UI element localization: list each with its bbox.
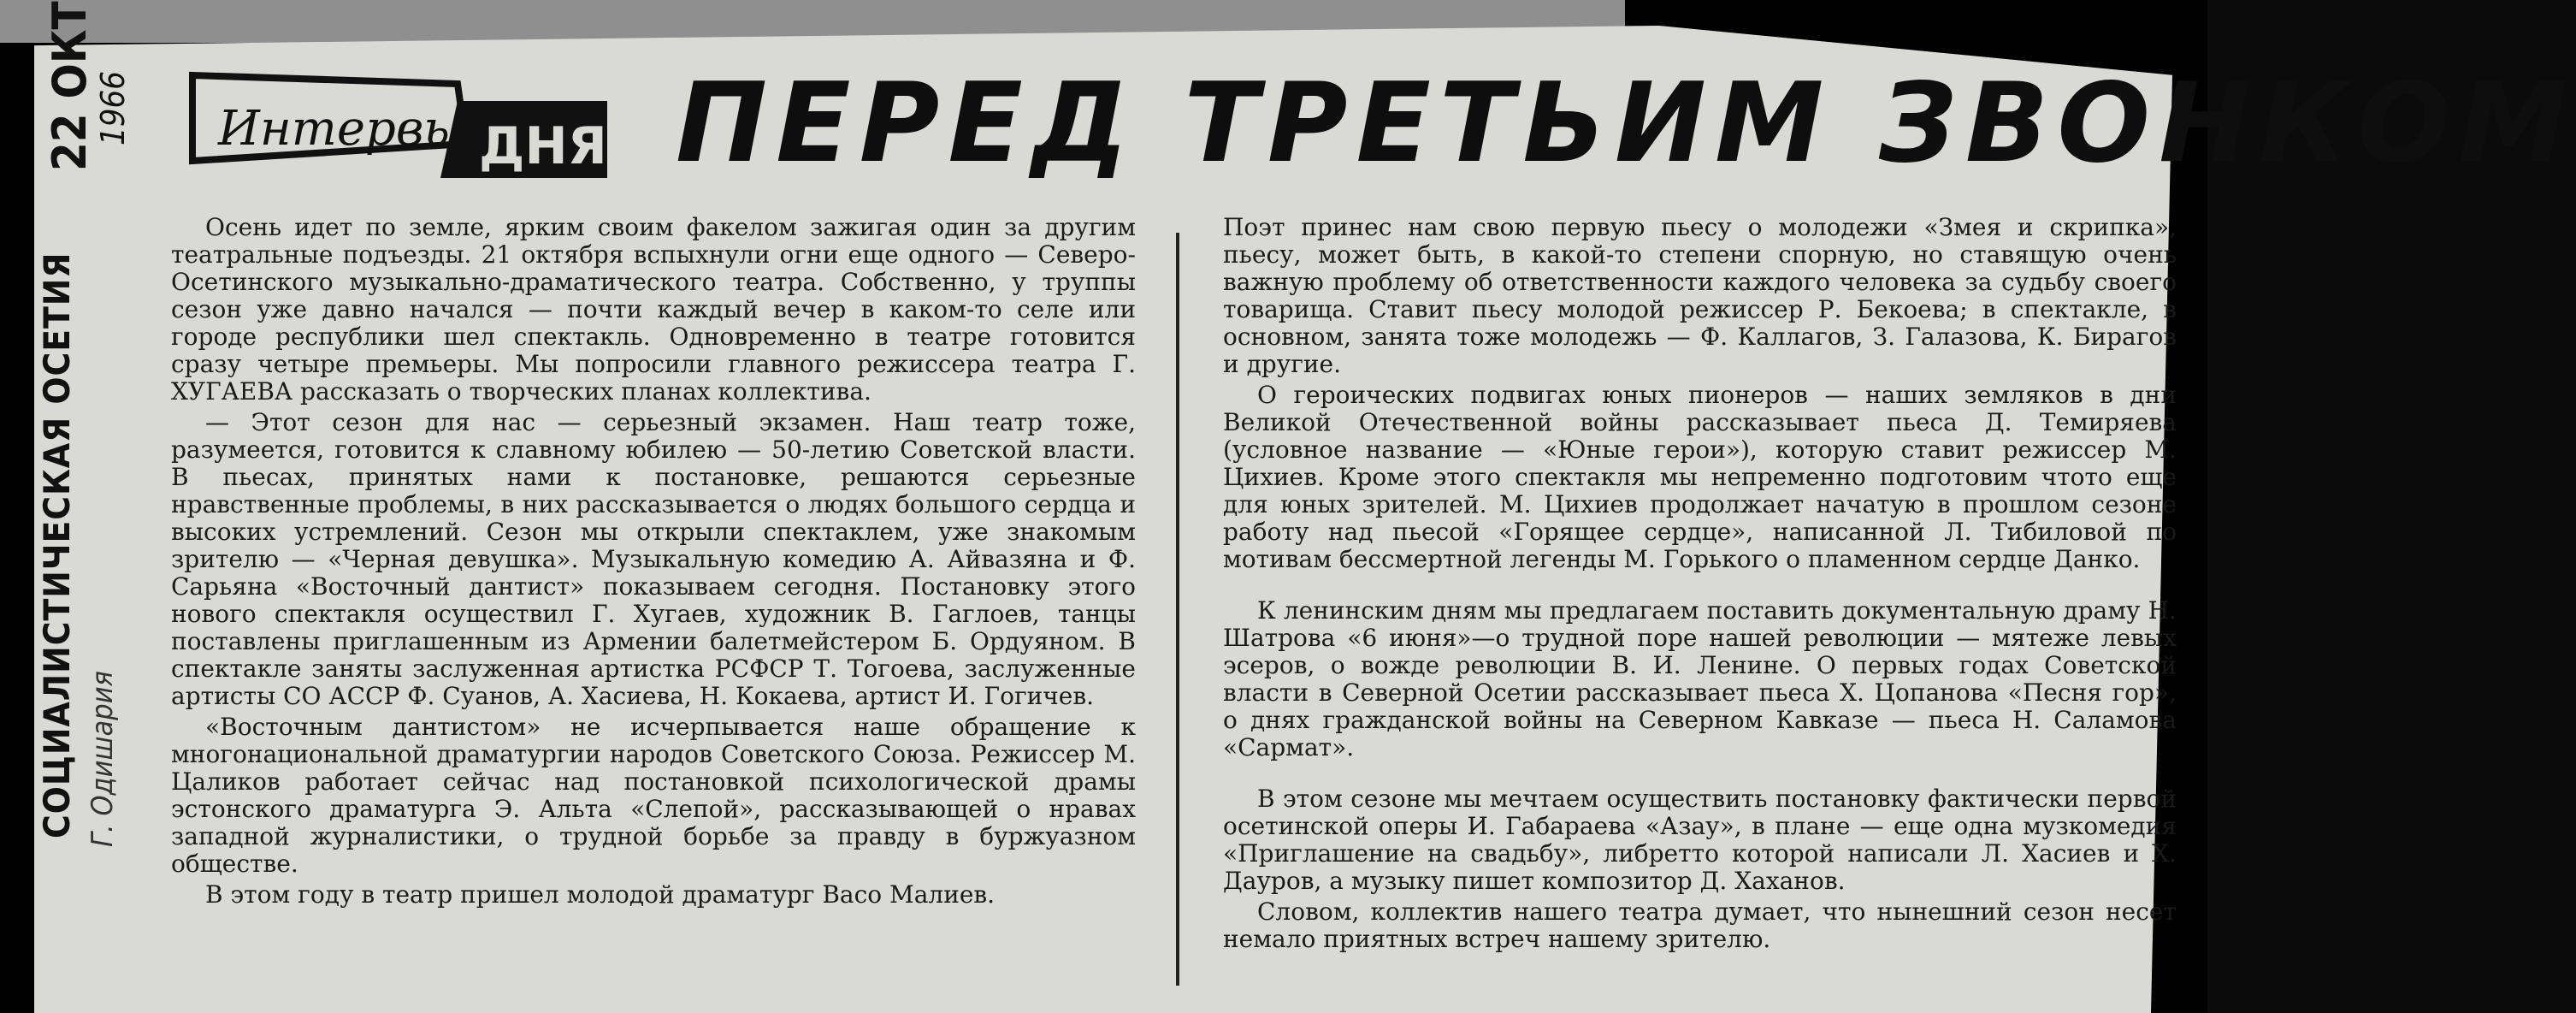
article-column-right: [1223, 214, 2177, 953]
clipping-stamp: [0, 0, 132, 1013]
rubric-suffix: ДНЯ: [479, 116, 607, 176]
paragraph: К ленинским дням мы предлагаем поставить документальную драму Н. Шатрова «6 июня»—о трудной поре нашей революции — мятеже левых эсеров, о вожде революции В. И. Ленине. О первых годах Советской власти в Северной Осетии рассказывает пьеса Х. Цопанова «Песня гор», о днях гражданской войны на Северном Кавказе — пьеса Н. Саламова «Сармат».: [1223, 596, 2177, 761]
paragraph-closing: Словом, коллектив нашего театра думает, что нынешний сезон несет немало приятных встреч нашему зрителю.: [1223, 897, 2177, 953]
article-headline: ПЕРЕД ТРЕТЬИМ ЗВОНКОМ: [676, 60, 2576, 187]
article-column-left: [171, 214, 1136, 909]
paragraph: В этом сезоне мы мечтаем осуществить постановку фактически первой осетинской оперы И. Габараева «Азау», в плане — еще одна музкомедия «Приглашение на свадьбу», либретто которой написали Л. Хасиев и Х. Дауров, а музыку пишет композитор Д. Хаханов.: [1223, 785, 2177, 895]
rubric-badge: [184, 67, 612, 195]
column-divider: [1176, 233, 1179, 986]
paragraph: — Этот сезон для нас — серьезный экзамен. Наш театр тоже, разумеется, готовится к славному юбилею — 50-летию Советской власти. В пьесах, принятых нами к постановке, решаются серьезные нравственные проблемы, в них рассказывается о людях большого сердца и высоких устремлений. Сезон мы открыли спектаклем, уже знакомым зрителю — «Черная девушка». Музыкальную комедию А. Айвазяна и Ф. Сарьяна «Восточный дантист» показываем сегодня. Постановку этого нового спектакля осуществил Г. Хугаев, художник В. Гаглоев, танцы поставлены приглашенным из Армении балетмейстером Б. Ордуяном. В спектакле заняты заслуженная артистка РСФСР Т. Тогоева, заслуженные артисты СО АССР Ф. Суанов, А. Хасиева, Н. Кокаева, артист И. Гогичев.: [171, 408, 1136, 710]
paragraph: Поэт принес нам свою первую пьесу о молодежи «Змея и скрипка», пьесу, может быть, в какой-то степени спорную, но ставящую очень важную проблему об ответственности каждого человека за судьбу своего товарища. Ставит пьесу молодой режиссер Р. Бекоева; в спектакле, в основном, занята тоже молодежь — Ф. Каллагов, З. Галазова, К. Бирагов и другие.: [1223, 213, 2177, 378]
paragraph-intro: Осень идет по земле, ярким своим факелом зажигая один за другим театральные подъезды. 21 октября вспыхнули огни еще одного — Северо-Осетинского музыкально-драматического театра. Собственно, у труппы сезон уже давно начался — почти каждый вечер в каком-то селе или городе республики шел спектакль. Одновременно в театре готовится сразу четыре премьеры. Мы попросили главного режиссера театра Г. ХУГАЕВА рассказать о творческих планах коллектива.: [171, 213, 1136, 406]
newspaper-name: СОЦИАЛИСТИЧЕСКАЯ ОСЕТИЯ: [36, 252, 78, 838]
clipping-date: 22 ОКТ: [43, 1, 97, 171]
clipping-year: 1966: [94, 71, 132, 145]
author-signature: Г. Одишария: [86, 671, 120, 847]
paragraph: «Восточным дантистом» не исчерпывается наше обращение к многонациональной драматургии народов Советского Союза. Режиссер М. Цаликов работает сейчас над постановкой психологической драмы эстонского драматурга Э. Альта «Слепой», рассказывающей о нравах западной журналистики, о трудной борьбе за правду в буржуазном обществе.: [171, 713, 1136, 878]
rubric-word: Интервью: [218, 101, 493, 157]
paragraph: О героических подвигах юных пионеров — наших земляков в дни Великой Отечественной войны рассказывает пьеса Д. Темиряева (условное название — «Юные герои»), которую ставит режиссер М. Цихиев. Кроме этого спектакля мы непременно подготовим чтото еще для юных зрителей. М. Цихиев продолжает начатую в прошлом сезоне работу над пьесой «Горящее сердце», написанной Л. Тибиловой по мотивам бессмертной легенды М. Горького о пламенном сердце Данко.: [1223, 381, 2177, 573]
paragraph: В этом году в театр пришел молодой драматург Васо Малиев.: [205, 880, 996, 909]
